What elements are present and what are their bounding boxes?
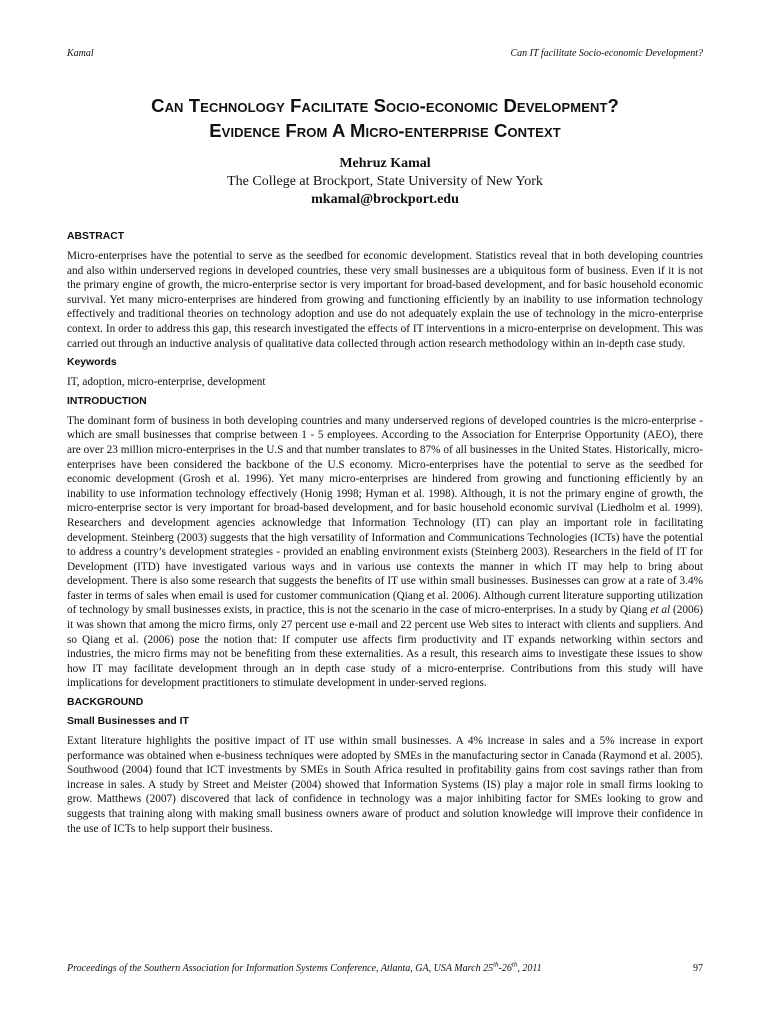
introduction-text-part-1: The dominant form of business in both developing countries and many underserved regions of developed countries is the micro-enterprise - which are small businesses that comprise between 1 - 5 employees. According to the Association for Enterprise Opportunity (AEO), there are over 23 million micro-enterprises in the U.S and that number translates to 87% of all businesses in the United States. Historically, micro-enterprises have been considered the backbone of the U.S economy. Micro-enterprises have the potential to serve as the seedbed for economic development (Grosh et al. 1996). Yet many micro-enterprises are hindered from growing and functioning efficiently by an inability to use information technology effectively (Honig 1998; Hyman et al. 1998). Although, it is not the primary engine of growth, the micro-enterprise sector is very important for broad-based development, and for basic household economic survival (Liedholm et al. 1999). Researchers and development agencies acknowledge that Information Technology (IT) can play an important role in facilitating development. Steinberg (2003) suggests that the high versatility of Information and Communications Technologies (ICTs) have the potential to address a country’s development strategies - provided an enabling environment exists (Steinberg 2003). Researchers in the field of IT for Development (ITD) have investigated various ways and in various use contexts the manner in which IT may help to bring about development. There is also some research that suggests the benefits of IT use within small businesses. Businesses can grow at a rate of 3.4% faster in terms of sales when email is used for customer communication (Qiang et al. 2006). Although current literature supporting utilization of technology by small businesses exists, in practice, this is not the scenario in the case of micro-enterprises. In a study by Qiang <box>67 414 703 617</box>
footer-proceedings <box>67 960 542 974</box>
author-email[interactable]: mkamal@brockport.edu <box>311 192 459 207</box>
introduction-text <box>67 414 703 691</box>
introduction-heading: INTRODUCTION <box>67 395 147 407</box>
abstract-heading: ABSTRACT <box>67 231 125 242</box>
author-affiliation: The College at Brockport, State University of New York <box>227 174 543 189</box>
footer-text-part-2: -26 <box>498 963 512 974</box>
small-businesses-subheading: Small Businesses and IT <box>67 716 189 728</box>
page-number: 97 <box>693 963 703 974</box>
keywords-text: IT, adoption, micro-enterprise, development <box>67 376 266 389</box>
background-text: Extant literature highlights the positive impact of IT use within small businesses. A 4% increase in sales and a 5% increase in export performance was obtained when e-business techniques were adopted by SMEs in the manufacturing sector in Canada (Raymond et al. 2005). Southwood (2004) found that ICT investments by SMEs in South Africa resulted in profitability gains from cost savings rather than from increase in sales. A study by Street and Meister (2004) showed that Information Systems (IS) play a major role in small firms looking to grow. Matthews (2007) discovered that lack of confidence in technology was a major inhibiting factor for SMEs looking to grow and suggests that training along with making small business owners aware of product and solution knowledge will improve their confidence in the use of ICTs to help support their business. <box>67 735 703 835</box>
abstract-text: Micro-enterprises have the potential to serve as the seedbed for economic development. Statistics reveal that in both developing countries and also within underserved regions in developed countries, these very small businesses are a ubiquitous form of business. Even if it is not the primary engine of growth, the micro-enterprise sector is very important for broad-based development, and for basic household economic survival. Yet many micro-enterprises are hindered from growing and functioning efficiently by an inability to use information technology effectively and traditional theories on technology adoption and use do not adequately explain the use of technology in the micro-enterprise context. In order to address this gap, this research investigated the effects of IT interventions in a micro-enterprise on development. This was carried out through an inductive analysis of qualitative data collected through action research methodology within an in-depth case study. <box>67 250 703 350</box>
title-line-1: Can Technology Facilitate Socio-economic Development? <box>151 95 619 116</box>
author-block <box>67 155 703 209</box>
footer-sup-2: th <box>511 960 518 969</box>
footer-text-part-1: Proceedings of the Southern Association for Information Systems Conference, Atlanta, GA, USA March 25 <box>67 963 494 974</box>
paper-title <box>40 93 730 143</box>
introduction-text-emphasis: et al <box>650 604 671 617</box>
keywords-heading: Keywords <box>67 357 117 369</box>
header-short-title: Can IT facilitate Socio-economic Development? <box>510 48 703 59</box>
introduction-text-part-2: (2006) it was shown that among the micro firms, only 27 percent use e-mail and 22 percent use Web sites to interact with clients and suppliers. And so Qiang et al. (2006) pose the notion that: If computer use affects firm productivity and IT expands networking within sectors and industries, the micro firms may not be benefiting from these externalities. As a result, this research aims to investigate these issues to show how IT may facilitate development through an in depth case study of a micro-enterprise. Contributions from this study will have implications for development practitioners to stimulate development in under-served regions. <box>67 604 703 690</box>
page-footer <box>67 960 703 977</box>
footer-sup-1: th <box>493 960 499 969</box>
footer-text-part-3: , 2011 <box>517 963 542 974</box>
author-name: Mehruz Kamal <box>339 156 431 171</box>
running-header <box>67 48 703 62</box>
background-heading: BACKGROUND <box>67 697 144 709</box>
title-line-2: Evidence From A Micro-enterprise Context <box>209 120 561 141</box>
paper-body <box>67 230 703 841</box>
header-author: Kamal <box>67 48 94 59</box>
